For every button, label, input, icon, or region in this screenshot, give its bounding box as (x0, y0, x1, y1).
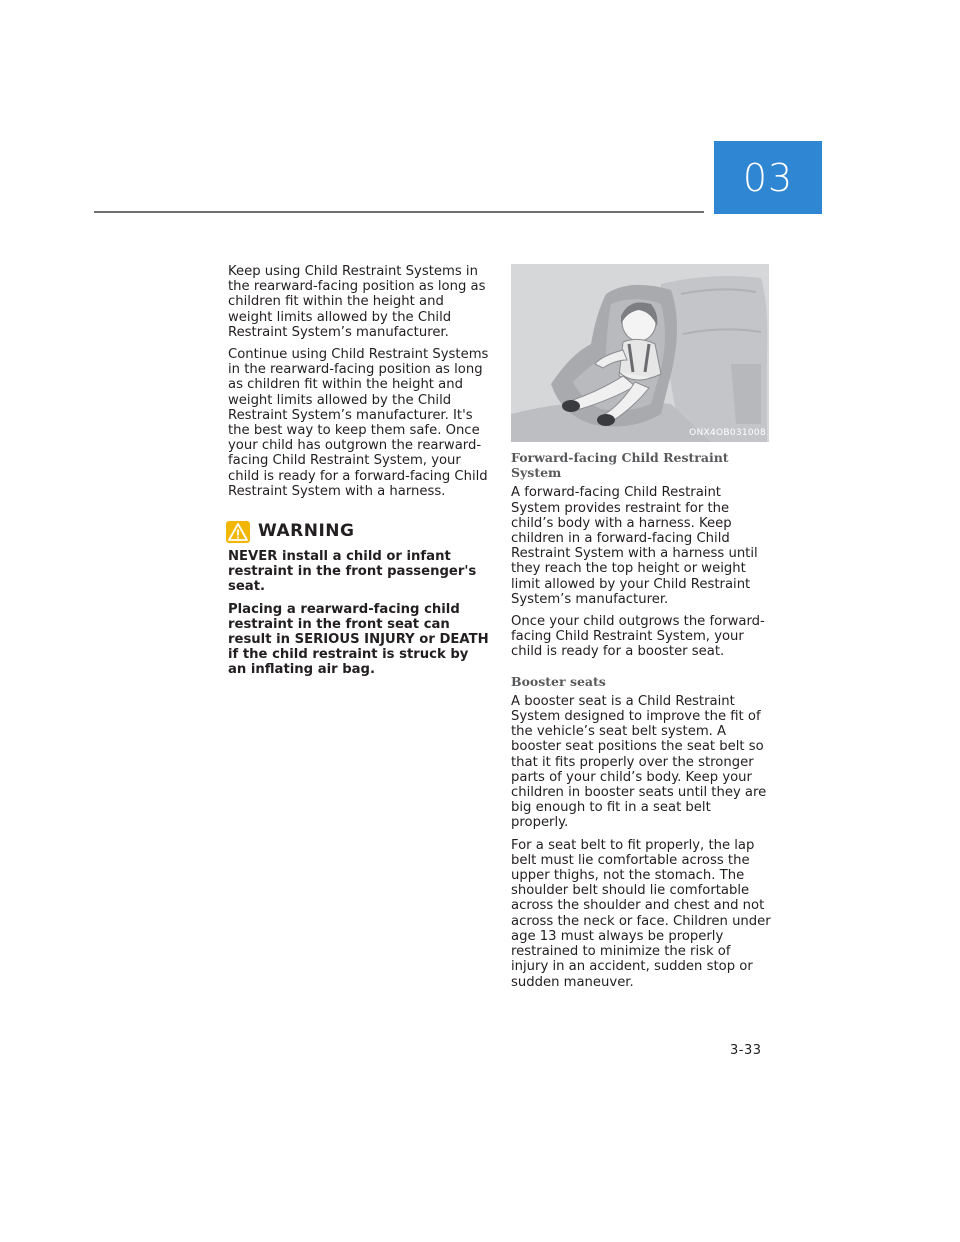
paragraph-rearward-2: Continue using Child Restraint Systems in the rearward-facing position as long as children fit within the height and weight limits allowed by the Child Restraint System’s manufacturer. It's the best way to keep them safe. Once your child has outgrown the rearward-facing Child Restraint System, your child is ready for a forward-facing Child Restraint System with a harness. (228, 347, 489, 499)
warning-paragraph-2: Placing a rearward-facing child restraint in the front seat can result in SERIOUS INJURY or DEATH if the child restraint is struck by an inflating air bag. (228, 601, 489, 678)
left-column (228, 264, 490, 685)
figure-code: ONX4OB031008 (689, 427, 766, 438)
header-rule (94, 211, 704, 213)
warning-paragraph-1: NEVER install a child or infant restraint in the front passenger's seat. (228, 549, 477, 595)
page-number: 3-33 (730, 1043, 762, 1058)
forward-facing-paragraph-1: A forward-facing Child Restraint System provides restraint for the child’s body with a harness. Keep children in a forward-facing Child Restraint System with a harness until they reach the top height or weight limit allowed by your Child Restraint System’s manufacturer. (511, 485, 758, 607)
right-column (511, 264, 771, 997)
warning-title: WARNING (258, 521, 355, 542)
chapter-number: 03 (742, 155, 794, 200)
warning-icon (226, 521, 250, 543)
warning-heading (226, 521, 490, 543)
child-seat-drawing (511, 264, 769, 442)
paragraph-rearward-1: Keep using Child Restraint Systems in the rearward-facing position as long as children fit within the height and weight limits allowed by the Child Restraint System’s manufacturer. (228, 264, 486, 340)
booster-seats-heading: Booster seats (511, 673, 606, 689)
booster-paragraph-2: For a seat belt to fit properly, the lap belt must lie comfortable across the upper thighs, not the stomach. The shoulder belt should lie comfortable across the shoulder and chest and not across the neck or face. Children under age 13 must always be properly restrained to minimize the risk of injury in an accident, sudden stop or sudden maneuver. (511, 837, 771, 990)
child-seat-illustration (511, 264, 769, 442)
chapter-tab (714, 141, 822, 214)
booster-paragraph-1: A booster seat is a Child Restraint System designed to improve the fit of the vehicle’s seat belt system. A booster seat positions the seat belt so that it fits properly over the stronger parts of your child’s body. Keep your children in booster seats until they are big enough to fit in a seat belt properly. (511, 693, 767, 831)
forward-facing-paragraph-2: Once your child outgrows the forward-facing Child Restraint System, your child is ready for a booster seat. (511, 614, 765, 660)
forward-facing-heading: Forward-facing Child Restraint System (511, 450, 729, 481)
